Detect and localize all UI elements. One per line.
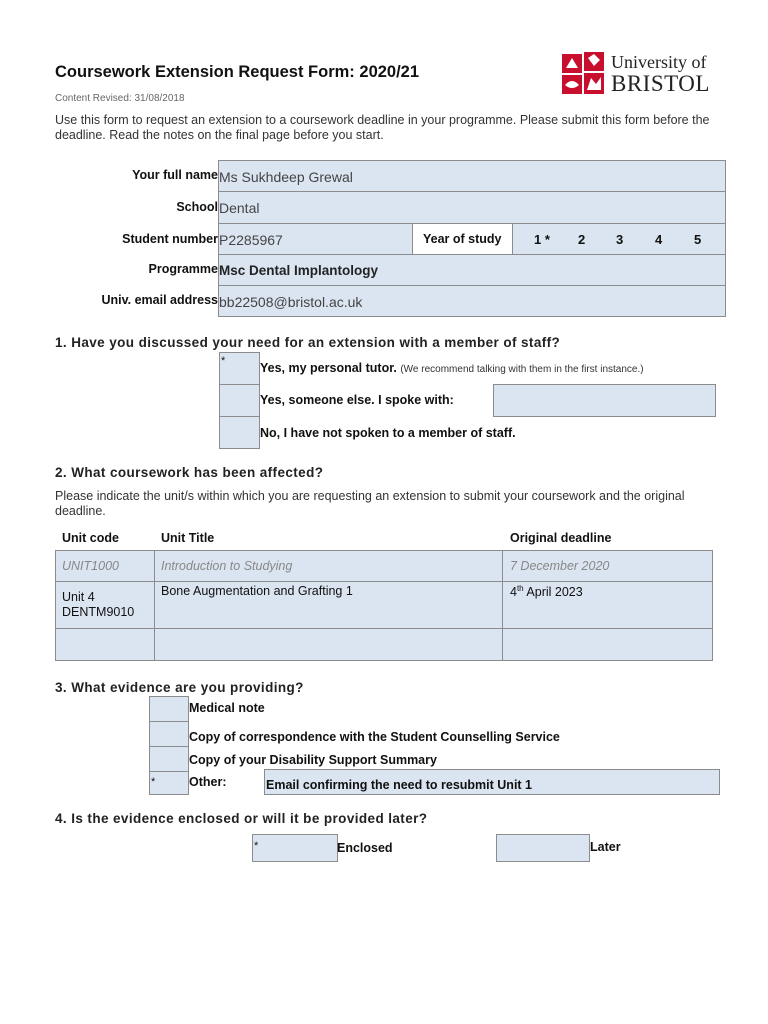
full-name-label: Your full name xyxy=(132,168,218,182)
q1-option-personal-tutor xyxy=(260,361,644,375)
email-value: bb22508@bristol.ac.uk xyxy=(219,294,363,310)
q3-other-field[interactable] xyxy=(264,769,720,795)
col-header-unit-title: Unit Title xyxy=(161,531,215,545)
student-number-field[interactable] xyxy=(218,223,413,255)
student-number-value: P2285967 xyxy=(219,232,283,248)
question-1-title: 1. Have you discussed your need for an extension with a member of staff? xyxy=(55,335,561,350)
row2-deadline-cell[interactable] xyxy=(502,628,713,661)
year-option-2[interactable]: 2 xyxy=(578,232,586,247)
row1-deadline-rest: April 2023 xyxy=(523,585,583,600)
row1-deadline-suffix: th xyxy=(516,584,524,593)
row1-unit-title-cell[interactable] xyxy=(154,581,503,629)
row1-deadline-cell[interactable] xyxy=(502,581,713,629)
col-header-unit-code: Unit code xyxy=(62,531,119,545)
q1-checkbox-personal-tutor[interactable] xyxy=(219,352,260,385)
q3-option-disability: Copy of your Disability Support Summary xyxy=(189,753,437,767)
q4-checkbox-later[interactable] xyxy=(496,834,590,862)
q3-option-counselling: Copy of correspondence with the Student Counselling Service xyxy=(189,730,560,744)
email-label: Univ. email address xyxy=(101,293,218,307)
example-deadline: 7 December 2020 xyxy=(510,559,610,573)
example-unit-title: Introduction to Studying xyxy=(161,559,293,573)
col-header-original-deadline: Original deadline xyxy=(510,531,612,545)
q3-checkbox-medical-note[interactable] xyxy=(149,696,189,722)
form-title: Coursework Extension Request Form: 2020/21 xyxy=(55,63,420,81)
q3-option-other: Other: xyxy=(189,775,227,789)
q1-checkbox-mark: * xyxy=(221,355,226,367)
programme-field[interactable] xyxy=(218,254,726,286)
year-of-study-label-cell xyxy=(412,223,513,255)
student-number-label: Student number xyxy=(122,232,218,246)
question-2-title: 2. What coursework has been affected? xyxy=(55,465,324,480)
q4-checkbox-enclosed[interactable] xyxy=(252,834,338,862)
question-2-description: Please indicate the unit/s within which you are requesting an extension to submit your coursework and the original deadline. xyxy=(55,489,685,518)
logo-text-bristol: BRISTOL xyxy=(611,71,710,96)
q4-option-later: Later xyxy=(590,840,621,854)
question-4-title: 4. Is the evidence enclosed or will it be provided later? xyxy=(55,811,428,826)
content-revised-date: Content Revised: 31/08/2018 xyxy=(55,93,185,104)
email-field[interactable] xyxy=(218,285,726,317)
bristol-crest-icon xyxy=(561,50,607,96)
year-option-4[interactable]: 4 xyxy=(655,232,663,247)
row2-unit-title-cell[interactable] xyxy=(154,628,503,661)
university-logo xyxy=(561,50,721,96)
q3-checkbox-other[interactable] xyxy=(149,771,189,795)
q4-checkbox-enclosed-mark: * xyxy=(254,840,259,852)
row1-deadline-day: 4 xyxy=(510,585,517,600)
logo-text-university-of: University of xyxy=(611,52,707,72)
year-option-3[interactable]: 3 xyxy=(616,232,624,247)
intro-text: Use this form to request an extension to a coursework deadline in your programme. Please submit this form before the deadline. Read the notes on the final page before you start. xyxy=(55,113,710,142)
q1-checkbox-someone-else[interactable] xyxy=(219,384,260,417)
example-unit-title-cell xyxy=(154,550,503,582)
q3-checkbox-counselling[interactable] xyxy=(149,721,189,747)
programme-label: Programme xyxy=(148,262,218,276)
row1-unit-code-cell[interactable] xyxy=(55,581,155,629)
q3-checkbox-disability[interactable] xyxy=(149,746,189,772)
programme-value: Msc Dental Implantology xyxy=(219,263,379,278)
q1-option-not-spoken-label: No, I have not spoken to a member of staff. xyxy=(260,426,516,440)
school-value: Dental xyxy=(219,200,260,216)
q4-option-enclosed: Enclosed xyxy=(337,841,393,855)
q1-option-personal-tutor-note: (We recommend talking with them in the first instance.) xyxy=(400,364,644,375)
row2-unit-code-cell[interactable] xyxy=(55,628,155,661)
year-of-study-label: Year of study xyxy=(423,232,502,246)
school-field[interactable] xyxy=(218,191,726,224)
row1-unit-code: Unit 4 DENTM9010 xyxy=(62,590,135,619)
q3-checkbox-other-mark: * xyxy=(151,776,156,788)
full-name-field[interactable] xyxy=(218,160,726,192)
row1-deadline xyxy=(510,584,583,599)
q3-option-medical-note: Medical note xyxy=(189,701,265,715)
school-label: School xyxy=(176,200,218,214)
year-option-5[interactable]: 5 xyxy=(694,232,702,247)
full-name-value: Ms Sukhdeep Grewal xyxy=(219,169,353,185)
year-option-1[interactable]: 1 * xyxy=(534,232,550,247)
q1-option-someone-else-label: Yes, someone else. I spoke with: xyxy=(260,393,454,407)
q1-checkbox-not-spoken[interactable] xyxy=(219,416,260,449)
q1-spoke-with-field[interactable] xyxy=(493,384,716,417)
example-deadline-cell xyxy=(502,550,713,582)
row1-unit-title: Bone Augmentation and Grafting 1 xyxy=(161,584,353,598)
example-unit-code-cell xyxy=(55,550,155,582)
example-unit-code: UNIT1000 xyxy=(62,559,119,573)
q3-other-value: Email confirming the need to resubmit Unit 1 xyxy=(266,778,533,792)
question-3-title: 3. What evidence are you providing? xyxy=(55,680,304,695)
q1-option-personal-tutor-label: Yes, my personal tutor. xyxy=(260,361,397,375)
